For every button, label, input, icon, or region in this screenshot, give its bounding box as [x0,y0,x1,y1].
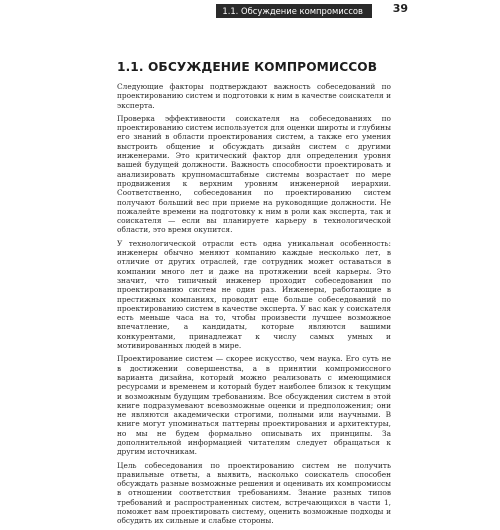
section-title: 1.1. ОБСУЖДЕНИЕ КОМПРОМИССОВ [117,60,378,74]
page-number: 39 [392,2,408,15]
chapter-label: 1.1. Обсуждение компромиссов [216,4,372,18]
paragraph-5: Цель собеседования по проектированию систем не получить правильные ответы, а выявить, насколько соискатель способен обсуждать разные возможные решения и оценивать их компромиссы в отношении соответствия требованиям. Знание разных типов требований и распространенных систем, встречающихся в части 1, поможет вам проектировать систему, оценить возможные подходы и обсудить их сильные и слабые стороны. [117,460,391,526]
paragraph-2: Проверка эффективности соискателя на собеседованиях по проектированию систем используется для оценки широты и глубины его знаний в области проектирования систем, а также его умения выстроить общение и обсуждать дизайн систем с другими инженерами. Это критический фактор для определения уровня вашей будущей должности. Важность способности проектировать и анализировать крупномасштабные системы возрастает по мере продвижения к верхним уровням инженерной иерархии. Соответственно, собеседования по проектированию систем получают больший вес при приеме на руководящие должности. Не пожалейте времени на подготовку к ним в роли как эксперта, так и соискателя — если вы планируете карьеру в технологической области, это время окупится. [117,113,391,235]
paragraph-4: Проектирование систем — скорее искусство, чем наука. Его суть не в достижении совершенства, а в принятии компромиссного варианта дизайна, который можно реализовать с имеющимися ресурсами и временем и который будет наиболее близок к текущим и возможным будущим требованиям. Все обсуждения систем в этой книге подразумевают всевозможные оценки и предположения; они не являются академически строгими, полными или научными. В книге могут упоминаться паттерны проектирования и архитектуры, но мы не будем формально описывать их принципы. За дополнительной информацией читателям следует обращаться к другим источникам. [117,354,391,457]
running-header [0,0,500,22]
paragraph-1: Следующие факторы подтверждают важность собеседований по проектированию систем и подготовки к ним в качестве соискателя и эксперта. [117,82,391,110]
paragraph-3: У технологической отрасли есть одна уникальная особенность: инженеры обычно меняют компанию каждые несколько лет, в отличие от других отраслей, где сотрудник может оставаться в компании много лет и даже на протяжении всей карьеры. Это значит, что типичный инженер проходит собеседования по проектированию систем не один раз. Инженеры, работающие в престижных компаниях, проводят еще больше собеседований по проектированию систем в качестве эксперта. У вас как у соискателя есть меньше часа на то, чтобы произвести лучшее возможное впечатление, а кандидаты, которые являются вашими конкурентами, принадлежат к числу самых умных и мотивированных людей в мире. [117,238,391,351]
page-content [117,60,391,530]
